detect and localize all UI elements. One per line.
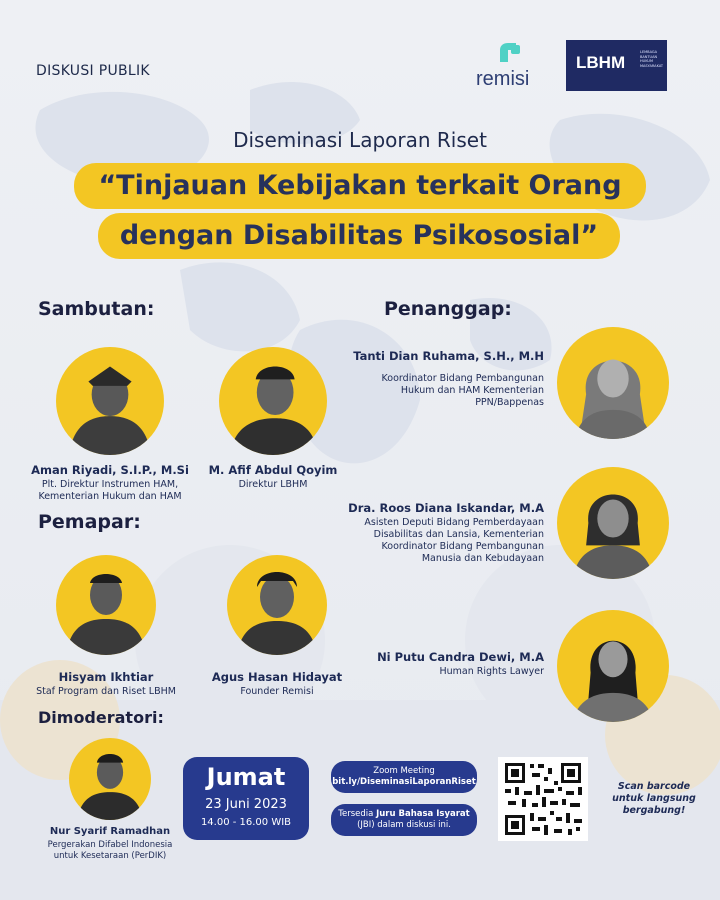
moderator-name: Nur Syarif Ramadhan <box>49 826 171 837</box>
speaker-role: Founder Remisi <box>240 686 314 697</box>
section-penanggap: Penanggap: <box>384 298 512 320</box>
qr-code[interactable] <box>498 757 588 841</box>
event-title-line-2: dengan Disabilitas Psikososial” <box>98 213 620 259</box>
moderator-photo <box>69 738 151 820</box>
qr-code-icon <box>498 757 588 841</box>
zoom-info <box>331 761 477 793</box>
event-subtitle: Diseminasi Laporan Riset <box>233 128 487 152</box>
speaker-photo-candra <box>557 610 669 722</box>
event-date-box <box>183 757 309 840</box>
event-title-line-1: “Tinjauan Kebijakan terkait Orang <box>74 163 646 209</box>
event-day: Jumat <box>206 763 286 791</box>
speaker-role: Plt. Direktur Instrumen HAM, Kementerian Hukum dan HAM <box>38 479 182 502</box>
speaker-role: Koordinator Bidang Pembangunan Hukum dan HAM Kementerian PPN/Bappenas <box>381 373 544 408</box>
speaker-photo-roos <box>557 467 669 579</box>
speaker-role: Human Rights Lawyer <box>439 666 544 677</box>
speaker-role: Asisten Deputi Bidang Pemberdayaan Disabilitas dan Lansia, Kementerian Koordinator Bidang Pembangunan Manusia dan Kebudayaan <box>364 517 544 564</box>
scan-instruction: Scan barcode untuk langsung bergabung! <box>612 781 696 816</box>
lbhm-logo <box>566 40 667 91</box>
remisi-wordmark: remisi <box>476 68 530 90</box>
jbi-line-2: (JBI) dalam diskusi ini. <box>357 820 451 830</box>
speaker-name: Hisyam Ikhtiar <box>58 670 154 684</box>
speaker-name: Dra. Roos Diana Iskandar, M.A <box>348 501 544 515</box>
speaker-name: Agus Hasan Hidayat <box>211 670 343 684</box>
remisi-logo <box>470 42 550 94</box>
speaker-name: M. Afif Abdul Qoyim <box>208 463 338 477</box>
speaker-photo-aman <box>56 347 164 455</box>
zoom-label: Zoom Meeting <box>373 766 435 776</box>
event-type-tag: DISKUSI PUBLIK <box>36 63 150 79</box>
section-sambutan: Sambutan: <box>38 298 155 320</box>
jbi-line-1: Tersedia Juru Bahasa Isyarat <box>338 809 470 819</box>
event-date: 23 Juni 2023 <box>205 797 287 812</box>
lbhm-subtitle: LEMBAGA BANTUAN HUKUM MASYARAKAT <box>640 50 664 68</box>
section-dimoderatori: Dimoderatori: <box>38 708 164 727</box>
speaker-name: Ni Putu Candra Dewi, M.A <box>377 650 544 664</box>
speaker-role: Direktur LBHM <box>238 479 308 490</box>
speaker-photo-hisyam <box>56 555 156 655</box>
jbi-info <box>331 804 477 836</box>
speaker-name: Aman Riyadi, S.I.P., M.Si <box>31 463 189 477</box>
lbhm-wordmark: LBHM <box>576 53 626 72</box>
remisi-mark-icon <box>498 42 522 64</box>
speaker-name: Tanti Dian Ruhama, S.H., M.H <box>353 349 544 363</box>
zoom-link[interactable]: bit.ly/DiseminasiLaporanRiset <box>332 777 476 787</box>
event-time: 14.00 - 16.00 WIB <box>200 817 292 828</box>
speaker-photo-tanti <box>557 327 669 439</box>
speaker-role: Staf Program dan Riset LBHM <box>36 686 176 697</box>
section-pemapar: Pemapar: <box>38 511 141 533</box>
speaker-photo-agus <box>227 555 327 655</box>
moderator-role: Pergerakan Difabel Indonesia untuk Kesetaraan (PerDIK) <box>47 840 173 861</box>
